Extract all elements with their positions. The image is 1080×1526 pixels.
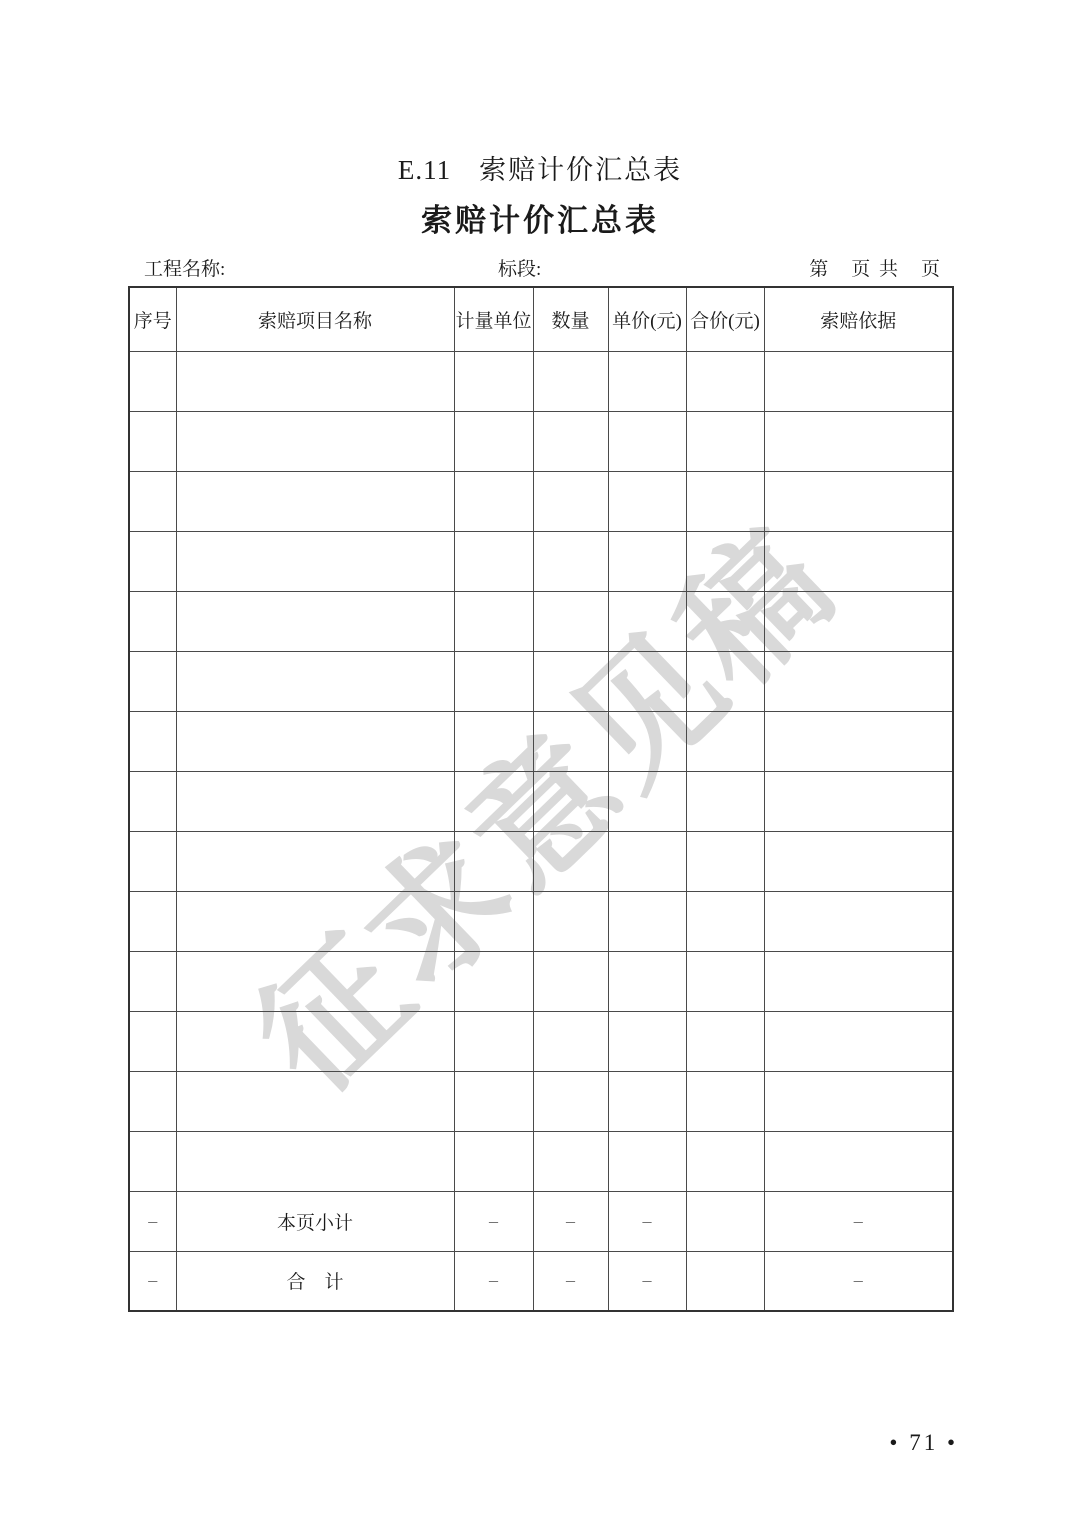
empty-cell: [176, 771, 454, 831]
empty-cell: [608, 411, 686, 471]
grand-total-row: [129, 1251, 953, 1311]
empty-cell: [608, 711, 686, 771]
subtotal-label: 本页小计: [176, 1191, 454, 1251]
empty-cell: [176, 831, 454, 891]
empty-cell: [129, 711, 176, 771]
empty-cell: [686, 1071, 764, 1131]
empty-cell: [454, 1011, 533, 1071]
empty-cell: [176, 891, 454, 951]
empty-cell: [454, 531, 533, 591]
empty-cell: [129, 951, 176, 1011]
col-header-seq: 序号: [129, 287, 176, 351]
empty-cell: [533, 531, 608, 591]
empty-cell: [454, 1071, 533, 1131]
empty-cell: [608, 951, 686, 1011]
bid-section-label: 标段:: [498, 259, 542, 280]
meta-row: [128, 254, 952, 284]
page-of-pages-label: 第 页 共 页: [809, 259, 942, 280]
total-quantity: –: [533, 1251, 608, 1311]
empty-cell: [129, 651, 176, 711]
empty-cell: [129, 411, 176, 471]
empty-cell: [129, 351, 176, 411]
empty-cell: [764, 831, 953, 891]
empty-cell: [533, 471, 608, 531]
subtotal-total-price: [686, 1191, 764, 1251]
empty-cell: [686, 411, 764, 471]
empty-cell: [533, 1071, 608, 1131]
empty-cell: [608, 1011, 686, 1071]
empty-cell: [176, 1011, 454, 1071]
empty-cell: [686, 591, 764, 651]
empty-cell: [129, 831, 176, 891]
total-total-price: [686, 1251, 764, 1311]
empty-row: [129, 531, 953, 591]
section-title: 索赔计价汇总表: [479, 155, 683, 185]
empty-cell: [454, 951, 533, 1011]
subtotal-seq: –: [129, 1191, 176, 1251]
empty-cell: [533, 831, 608, 891]
empty-cell: [533, 711, 608, 771]
empty-cell: [764, 471, 953, 531]
subtotal-basis: –: [764, 1191, 953, 1251]
empty-cell: [129, 771, 176, 831]
empty-cell: [129, 471, 176, 531]
empty-cell: [176, 411, 454, 471]
empty-row: [129, 891, 953, 951]
page-number: • 71 •: [889, 1430, 958, 1455]
section-number: E.11: [397, 155, 452, 185]
empty-row: [129, 951, 953, 1011]
empty-cell: [686, 771, 764, 831]
empty-cell: [533, 1131, 608, 1191]
total-seq: –: [129, 1251, 176, 1311]
table-empty-rows: [129, 351, 953, 1191]
col-header-total-price: 合价(元): [686, 287, 764, 351]
empty-cell: [533, 411, 608, 471]
empty-cell: [176, 951, 454, 1011]
empty-cell: [764, 531, 953, 591]
empty-cell: [533, 891, 608, 951]
col-header-claim-basis: 索赔依据: [764, 287, 953, 351]
empty-cell: [686, 1011, 764, 1071]
col-header-quantity: 数量: [533, 287, 608, 351]
empty-cell: [764, 891, 953, 951]
col-header-unit: 计量单位: [454, 287, 533, 351]
empty-row: [129, 771, 953, 831]
empty-cell: [454, 831, 533, 891]
empty-cell: [764, 1131, 953, 1191]
empty-cell: [129, 1131, 176, 1191]
empty-cell: [533, 951, 608, 1011]
subtotal-quantity: –: [533, 1191, 608, 1251]
empty-cell: [533, 651, 608, 711]
empty-cell: [454, 411, 533, 471]
empty-cell: [176, 651, 454, 711]
empty-cell: [176, 471, 454, 531]
empty-row: [129, 411, 953, 471]
empty-cell: [129, 531, 176, 591]
empty-cell: [608, 531, 686, 591]
empty-row: [129, 471, 953, 531]
empty-cell: [454, 351, 533, 411]
empty-row: [129, 1131, 953, 1191]
empty-cell: [454, 651, 533, 711]
empty-cell: [176, 1071, 454, 1131]
empty-row: [129, 1011, 953, 1071]
empty-cell: [129, 1011, 176, 1071]
empty-cell: [686, 471, 764, 531]
draft-watermark: 征求意见稿: [231, 502, 864, 1121]
empty-cell: [608, 591, 686, 651]
empty-cell: [533, 591, 608, 651]
empty-cell: [764, 711, 953, 771]
empty-cell: [608, 891, 686, 951]
empty-cell: [608, 771, 686, 831]
empty-cell: [533, 1011, 608, 1071]
empty-row: [129, 651, 953, 711]
empty-cell: [454, 1131, 533, 1191]
empty-cell: [686, 831, 764, 891]
subtotal-unit: –: [454, 1191, 533, 1251]
col-header-item-name: 索赔项目名称: [176, 287, 454, 351]
empty-cell: [176, 531, 454, 591]
empty-cell: [454, 891, 533, 951]
empty-cell: [608, 651, 686, 711]
empty-cell: [764, 411, 953, 471]
empty-row: [129, 1071, 953, 1131]
empty-cell: [454, 711, 533, 771]
empty-cell: [686, 351, 764, 411]
empty-cell: [686, 711, 764, 771]
empty-cell: [533, 351, 608, 411]
total-unit-price: –: [608, 1251, 686, 1311]
empty-cell: [176, 1131, 454, 1191]
empty-row: [129, 351, 953, 411]
empty-cell: [764, 1071, 953, 1131]
empty-cell: [129, 1071, 176, 1131]
empty-cell: [686, 891, 764, 951]
empty-cell: [176, 711, 454, 771]
empty-cell: [686, 531, 764, 591]
empty-cell: [764, 591, 953, 651]
empty-row: [129, 591, 953, 651]
table-header-row: [129, 287, 953, 351]
empty-cell: [176, 351, 454, 411]
empty-cell: [764, 351, 953, 411]
empty-cell: [176, 591, 454, 651]
claim-summary-table: [128, 286, 954, 1312]
section-heading: [0, 148, 1080, 187]
empty-cell: [608, 471, 686, 531]
empty-cell: [764, 651, 953, 711]
total-unit: –: [454, 1251, 533, 1311]
form-title: 索赔计价汇总表: [421, 203, 659, 238]
empty-cell: [608, 1071, 686, 1131]
empty-cell: [129, 591, 176, 651]
empty-cell: [764, 771, 953, 831]
empty-cell: [129, 891, 176, 951]
empty-cell: [764, 951, 953, 1011]
subtotal-row: [129, 1191, 953, 1251]
total-label: 合 计: [176, 1251, 454, 1311]
empty-cell: [608, 831, 686, 891]
empty-cell: [533, 771, 608, 831]
empty-cell: [686, 951, 764, 1011]
empty-row: [129, 711, 953, 771]
empty-row: [129, 831, 953, 891]
empty-cell: [454, 471, 533, 531]
empty-cell: [686, 651, 764, 711]
subtotal-unit-price: –: [608, 1191, 686, 1251]
col-header-unit-price: 单价(元): [608, 287, 686, 351]
empty-cell: [608, 1131, 686, 1191]
empty-cell: [686, 1131, 764, 1191]
total-basis: –: [764, 1251, 953, 1311]
empty-cell: [454, 591, 533, 651]
empty-cell: [764, 1011, 953, 1071]
empty-cell: [608, 351, 686, 411]
project-name-label: 工程名称:: [144, 259, 226, 280]
empty-cell: [454, 771, 533, 831]
